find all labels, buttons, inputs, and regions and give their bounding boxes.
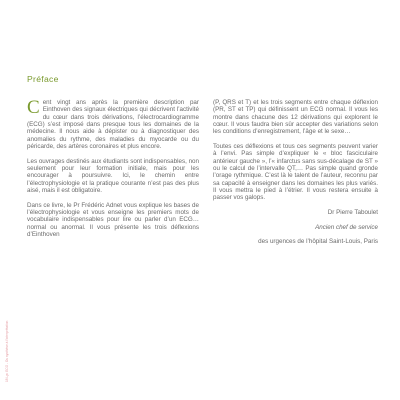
page-title: Préface [27,74,59,84]
paragraph-text: ent vingt ans après la première description par Einthoven des signaux électriques qui décrivent l’activité du cœur dans trois dérivations, l’électrocardiogramme (ECG) s’est imposé dans presque tous les domaines de la médecine. Il nous aide à dépister ou à diagnostiquer des anomalies du rythme, des maladies du myocarde ou du péricarde, des artères coronaires et plus encore. [27,99,199,151]
paragraph [27,99,199,150]
signature-role: Ancien chef de service [315,223,378,231]
left-column [27,99,199,246]
paragraph: Dans ce livre, le Pr Frédéric Adnet vous explique les bases de l’électrophysiologie et vous enseigne les premiers mots de vocabulaire indispensables pour lire ou parler d’un ECG… normal ou anormal. Il vous présente les trois déflexions d’Einthoven [27,201,199,239]
signature-affiliation: des urgences de l’hôpital Saint-Louis, Paris [258,238,378,246]
drop-cap: C [27,97,40,118]
paragraph: (P, QRS et T) et les trois segments entre chaque déflexion (PR, ST et TP) qui définissent un ECG normal. Il vous les montre dans chacune des 12 dérivations qui explorent le cœur. Il vous faudra bien sûr accepter des variations selon les conditions d’enregistrement, l’âge et le sexe… [213,99,378,136]
running-footer: 18 Lyc ECG - Ou synthèse à l'interprétation [5,320,9,382]
signature-name: Dr Pierre Taboulet [327,209,378,217]
paragraph: Toutes ces déflexions et tous ces segments peuvent varier à l’envi. Pas simple d’expliquer le « bloc fasciculaire antérieur gauche », l’« infarctus sans sus-décalage de ST » ou le calcul de l’intervalle QT,… Pas simple quand gronde l’orage rythmique. C’est là le talent de l’auteur, reconnu par sa capacité à enseigner dans les domaines les plus variés. Il vous mettra le pied à l’étrier. Il vous restera ensuite à passer vos galops. [213,143,378,202]
paragraph: Les ouvrages destinés aux étudiants sont indispensables, non seulement pour leur formation initiale, mais pour les encourager à poursuivre. Ici, le chemin entre l’électrophysiologie et la pratique courante n’est pas des plus aisé, mais il est obligatoire. [27,157,199,195]
right-column [213,99,378,253]
signature-block [213,209,378,246]
